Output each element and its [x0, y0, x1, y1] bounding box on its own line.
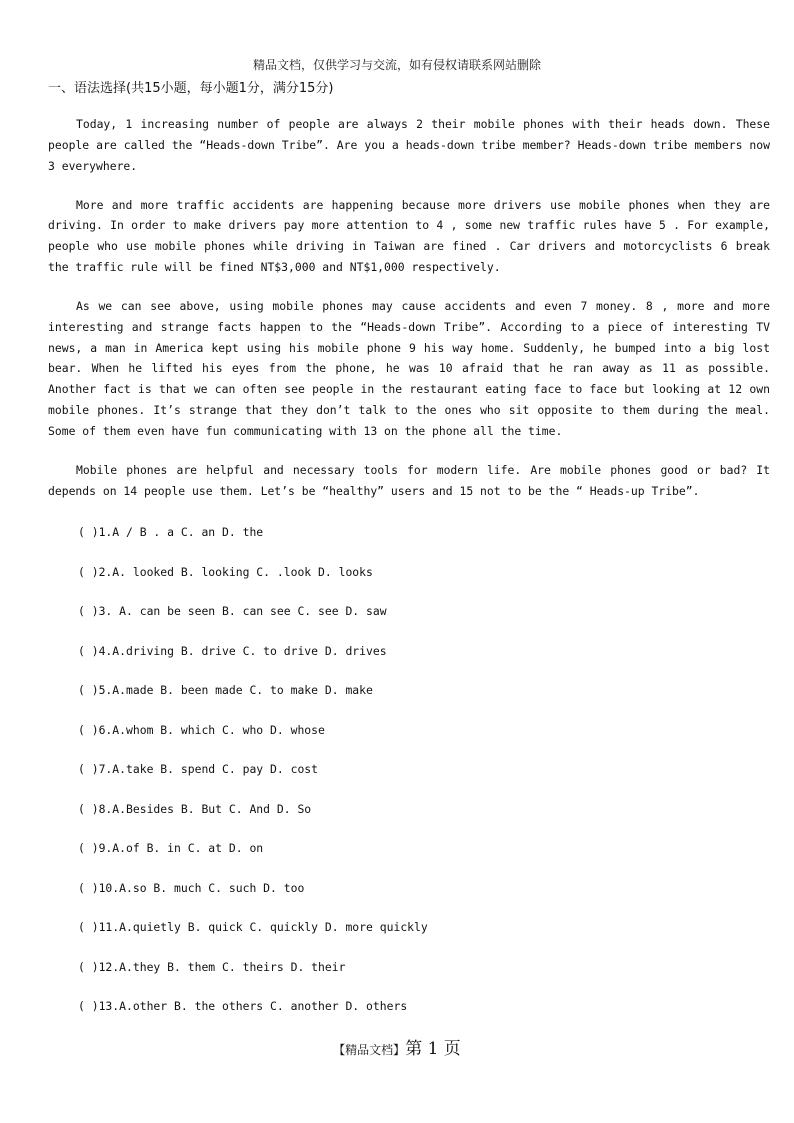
question-item: ( )12.A.they B. them C. theirs D. their [78, 959, 346, 974]
question-item: ( )4.A.driving B. drive C. to drive D. drives [78, 643, 387, 658]
footer-tag: 【精品文档】 [333, 1043, 406, 1057]
reading-passage [48, 114, 770, 520]
page-footer [0, 1034, 794, 1059]
passage-paragraph: Mobile phones are helpful and necessary tools for modern life. Are mobile phones good or bad? It depends on 14 people use them. Let’s be “healthy” users and 15 not to be the “ Heads-up Tribe”. [48, 462, 770, 498]
question-item: ( )11.A.quietly B. quick C. quickly D. more quickly [78, 920, 428, 934]
question-item: ( )7.A.take B. spend C. pay D. cost [78, 762, 319, 776]
question-list [78, 522, 428, 1036]
page-number-label: 第 1 页 [405, 1039, 461, 1059]
question-item: ( )9.A.of B. in C. at D. on [78, 841, 264, 855]
question-item: ( )1.A / B . a C. an D. the [78, 525, 264, 539]
question-item: ( )8.A.Besides B. But C. And D. So [78, 801, 312, 816]
passage-paragraph: As we can see above, using mobile phones may cause accidents and even 7 money. 8 , more and more interesting and strange facts happen to the “Heads-down Tribe”. According to a piece of interesting TV news, a man in America kept using his mobile phone 9 his way home. Suddenly, he bumped into a big lost bear. When he lifted his eyes from the phone, he was 10 afraid that he ran away as 11 as possible. Another fact is that we can often see people in the restaurant eating face to face but looking at 12 own mobile phones. It’s strange that they don’t talk to the ones who sit opposite to them during the meal. Some of them even have fun communicating with 13 on the phone all the time. [48, 298, 770, 438]
question-item: ( )2.A. looked B. looking C. .look D. looks [78, 564, 373, 579]
section-title: 一、语法选择(共15小题，每小题1分，满分15分) [48, 81, 334, 96]
question-item: ( )6.A.whom B. which C. who D. whose [78, 722, 325, 737]
question-item: ( )13.A.other B. the others C. another D. others [78, 999, 408, 1013]
question-item: ( )10.A.so B. much C. such D. too [78, 880, 305, 895]
passage-paragraph: More and more traffic accidents are happening because more drivers use mobile phones when they are driving. In order to make drivers pay more attention to 4 , some new traffic rules have 5 . For example, people who use mobile phones while driving in Taiwan are fined . Car drivers and motorcyclists 6 break the traffic rule will be fined NT$3,000 and NT$1,000 respectively. [48, 197, 770, 274]
document-header-notice: 精品文档，仅供学习与交流，如有侵权请联系网站删除 [252, 58, 541, 72]
passage-paragraph: Today, 1 increasing number of people are always 2 their mobile phones with their heads down. These people are called the “Heads-down Tribe”. Are you a heads-down tribe member? Heads-down tribe members now 3 everywhere. [48, 117, 770, 173]
question-item: ( )3. A. can be seen B. can see C. see D. saw [78, 604, 387, 618]
question-item: ( )5.A.made B. been made C. to make D. make [78, 683, 373, 697]
